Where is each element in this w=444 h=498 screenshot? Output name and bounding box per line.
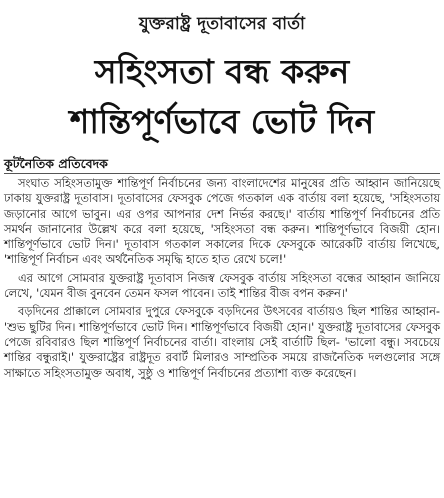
- byline: কূটনৈতিক প্রতিবেদক: [4, 156, 108, 171]
- byline-rule: [4, 173, 440, 174]
- article-body: [4, 176, 440, 384]
- headline-line-2: শান্তিপূর্ণভাবে ভোট দিন: [69, 102, 375, 141]
- kicker: যুক্তরাষ্ট্র দূতাবাসের বার্তা: [138, 14, 306, 34]
- paragraph-1: সংঘাত সহিংসতামুক্ত শান্তিপূর্ণ নির্বাচনের জন্য বাংলাদেশের মানুষের প্রতি আহ্বান জানিয়েছে ঢাকায় যুক্তরাষ্ট্র দূতাবাস। দূতাবাসের ফেসবুক পেজে গতকাল এক বার্তায় বলা হয়েছে, 'সহিংসতায় জড়ানোর আগে ভাবুন। এর ওপর আপনার দেশ নির্ভর করছে।' বার্তায় শান্তিপূর্ণ নির্বাচনের প্রতি সমর্থন জানানোর উল্লেখ করে বলা হয়েছে, 'সহিংসতা বন্ধ করুন। শান্তিপূর্ণভাবে বিজয়ী হোন। শান্তিপূর্ণভাবে ভোট দিন।' দূতাবাস গতকাল সকালের দিকে ফেসবুকে আরেকটি বার্তায় লিখেছে, 'শান্তিপূর্ণ নির্বাচন এবং অর্থনৈতিক সমৃদ্ধি হাতে হাত রেখে চলে!': [4, 177, 440, 267]
- headline-line-1: সহিংসতা বন্ধ করুন: [94, 52, 350, 91]
- paragraph-2: এর আগে সোমবার যুক্তরাষ্ট্র দূতাবাস নিজস্ব ফেসবুক বার্তায় সহিংসতা বন্ধের আহ্বান জানিয়ে লেখে, 'যেমন বীজ বুনবেন তেমন ফসল পাবেন। তাই শান্তির বীজ বপন করুন।': [4, 271, 440, 301]
- paragraph-3: বড়দিনের প্রাক্কালে সোমবার দুপুরে ফেসবুকে বড়দিনের উৎসবের বার্তায়ও ছিল শান্তির আহ্বান- 'শুভ ছুটির দিন। শান্তিপূর্ণভাবে ভোট দিন। শান্তিপূর্ণভাবে বিজয়ী হোন।' যুক্তরাষ্ট্র দূতাবাসের ফেসবুক পেজে রবিবারও ছিল শান্তিপূর্ণ নির্বাচনের বার্তা। বাংলায় সেই বার্তাটি ছিল- 'ভালো বন্ধু। সবচেয়ে শান্তির বন্ধুরাই।' যুক্তরাষ্ট্রের রাষ্ট্রদূত রবার্ট মিলারও সাম্প্রতিক সময়ে রাজনৈতিক দলগুলোর সঙ্গে সাক্ষাতে সহিংসতামুক্ত অবাধ, সুষ্ঠু ও শান্তিপূর্ণ নির্বাচনের প্রত্যাশা ব্যক্ত করেছেন।: [4, 305, 440, 380]
